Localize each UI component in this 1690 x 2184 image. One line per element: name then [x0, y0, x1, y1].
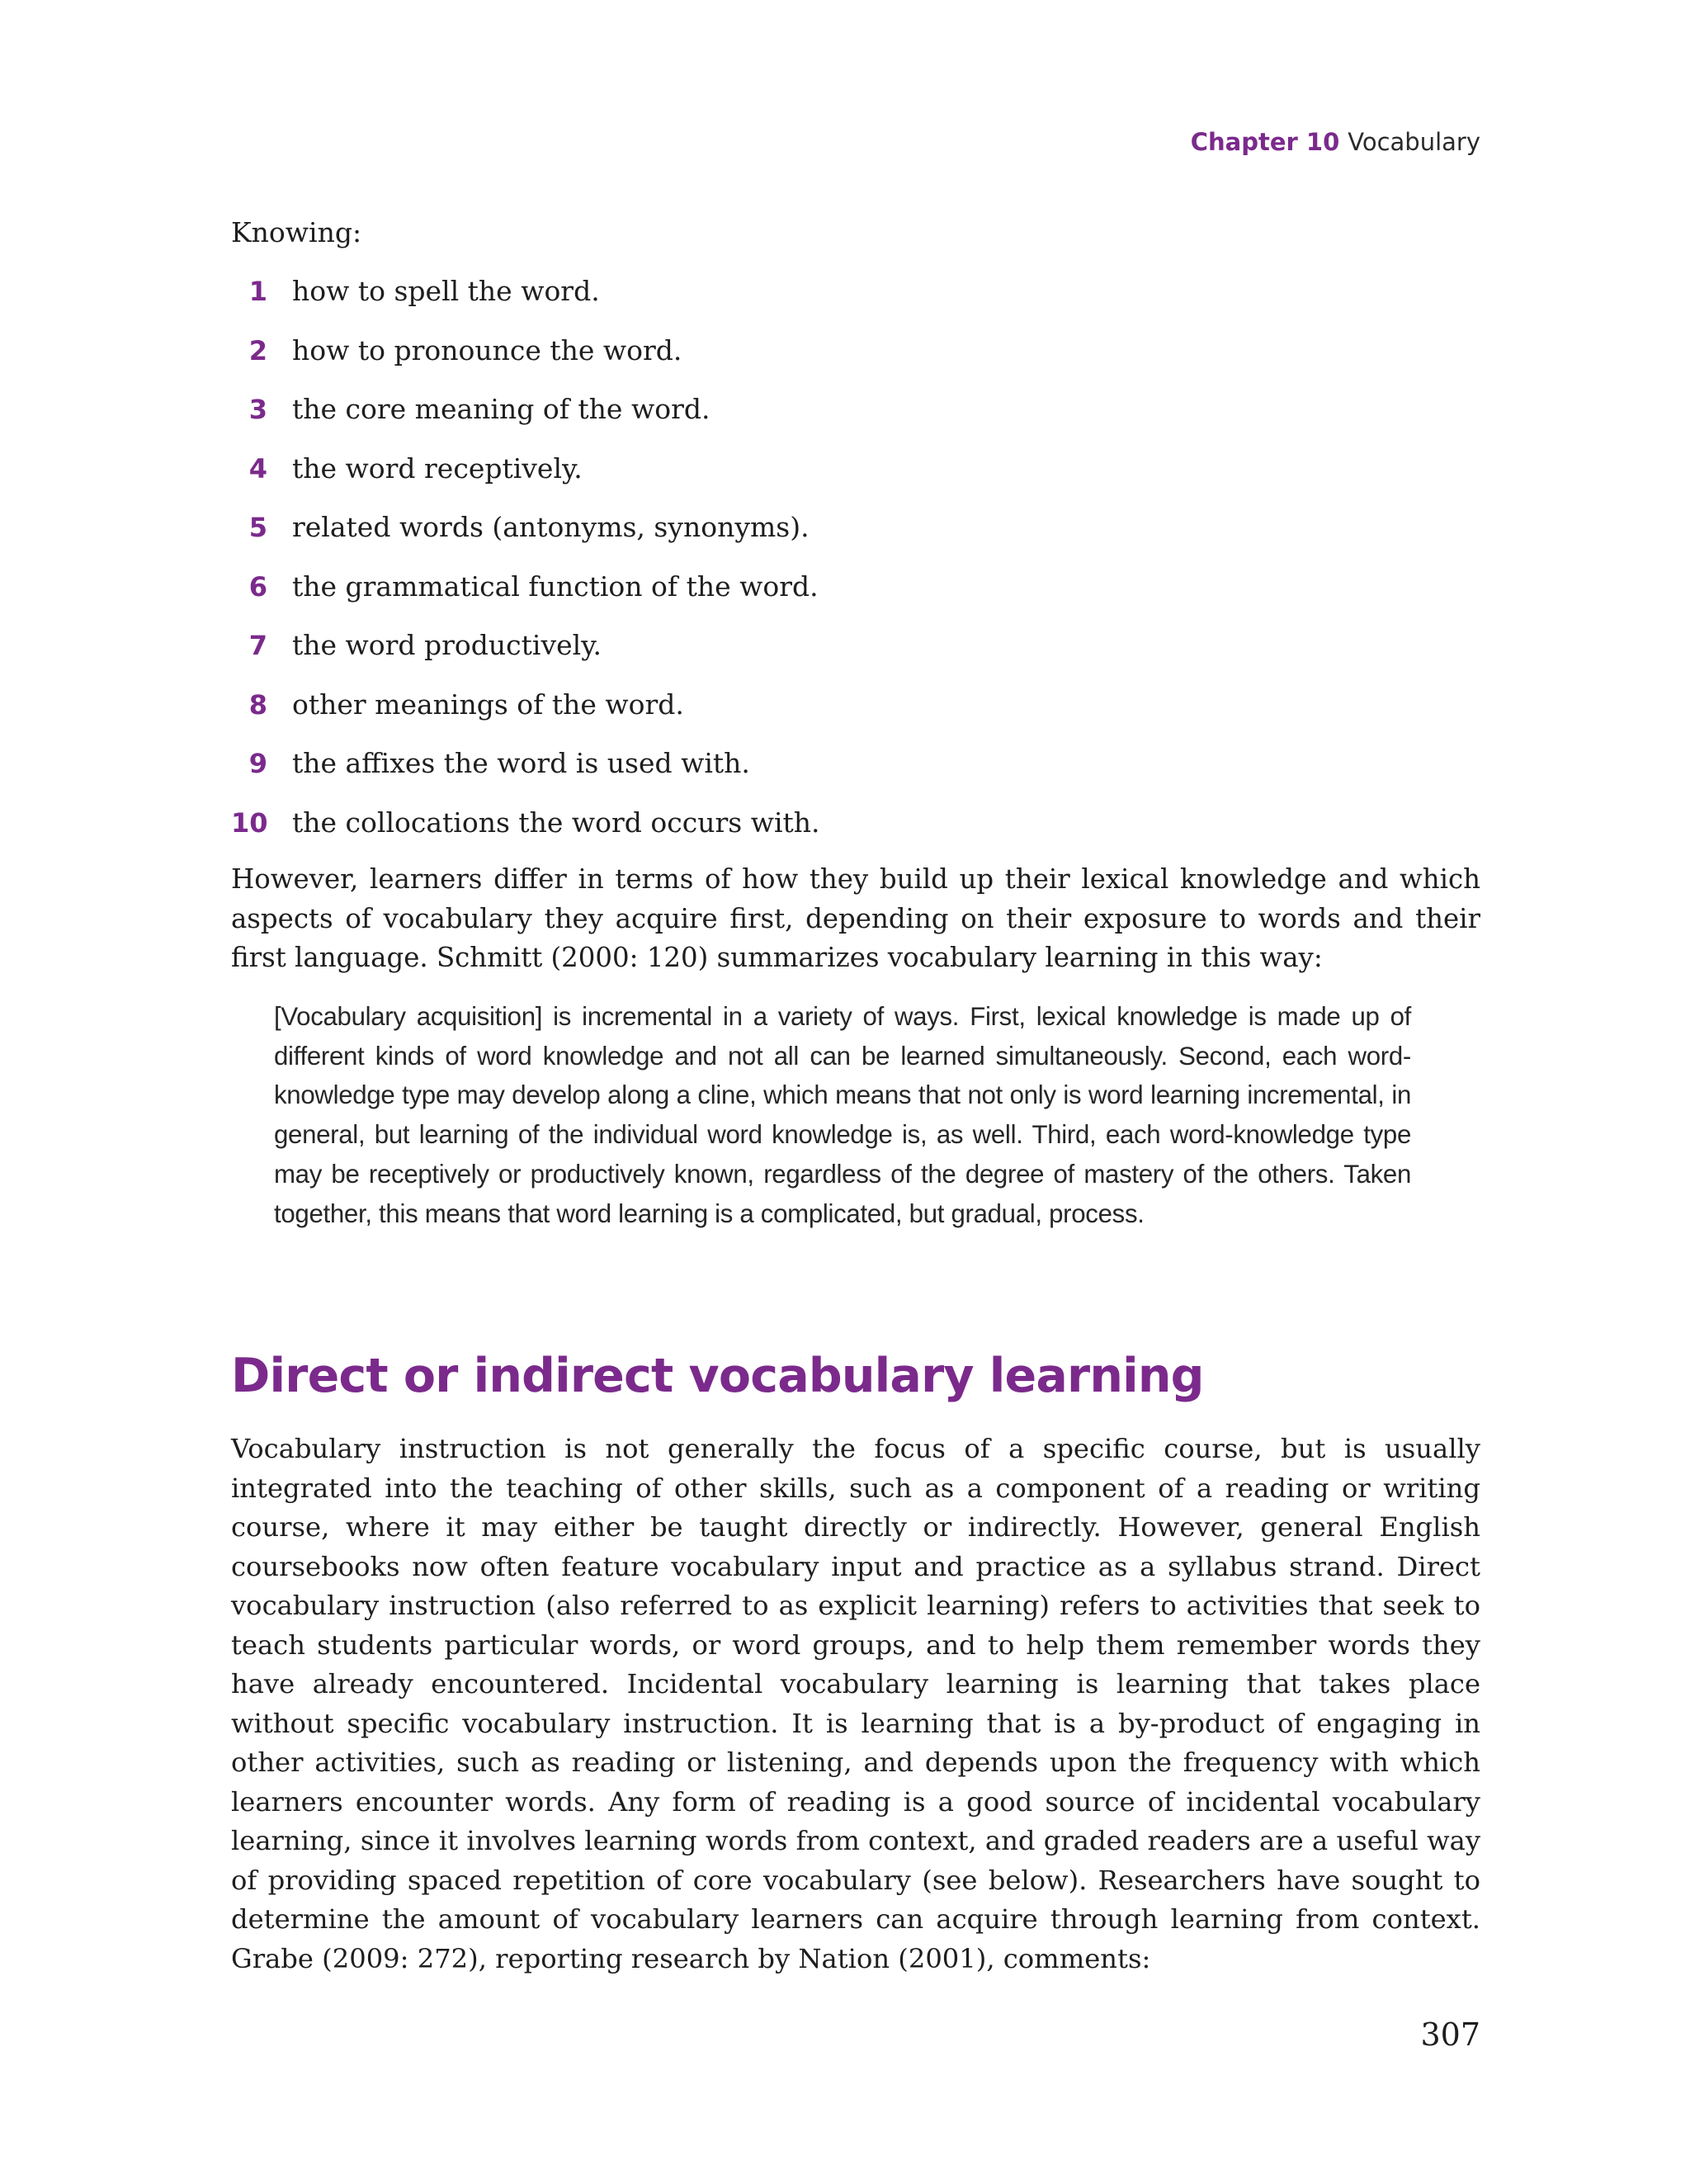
body-paragraph: However, learners differ in terms of how they build up their lexical knowledge and which aspects of vocabulary they acquire first, depending on their exposure to words and their first language. Schmitt (2000: 120) summarizes vocabulary learning in this way: [231, 863, 1480, 973]
list-item-text: the grammatical function of the word. [292, 570, 819, 603]
word-knowledge-list [231, 272, 820, 862]
list-item-text: the word productively. [292, 629, 602, 661]
page-number: 307 [1420, 2016, 1480, 2053]
list-lead-in: Knowing: [231, 216, 362, 248]
list-item [231, 508, 820, 567]
list-item-number: 1 [248, 276, 267, 307]
section-heading: Direct or indirect vocabulary learning [231, 1349, 1204, 1403]
list-item-text: the collocations the word occurs with. [292, 806, 820, 839]
list-item-text: how to spell the word. [292, 275, 600, 307]
list-item-number: 7 [248, 630, 267, 661]
list-item [231, 272, 820, 331]
list-item [231, 626, 820, 685]
list-item [231, 390, 820, 449]
block-quote: [Vocabulary acquisition] is incremental in a variety of ways. First, lexical knowledge is made up of different kinds of word knowledge and not all can be learned simultaneously. Second, each word-knowledge type may develop along a cline, which means that not only is word learning incremental, in general, but learning of the individual word knowledge is, as well. Third, each word-knowledge type may be receptively or productively known, regardless of the degree of mastery of the others. Taken together, this means that word learning is a complicated, but gradual, process. [274, 1002, 1411, 1228]
list-item-number: 6 [248, 570, 267, 603]
list-item-number: 8 [248, 688, 267, 721]
list-item [231, 685, 820, 745]
running-head-chapter: Chapter 10 [1190, 128, 1340, 156]
list-item-number: 2 [248, 334, 267, 366]
list-item-text: other meanings of the word. [292, 688, 684, 721]
body-paragraph: Vocabulary instruction is not generally the focus of a specific course, but is usually integrated into the teaching of other skills, such as a component of a reading or writing course, where it may either be taught directly or indirectly. However, general English coursebooks now often feature vocabulary input and practice as a syllabus strand. Direct vocabulary instruction (also referred to as explicit learning) refers to activities that seek to teach students particular words, or word groups, and to help them remember words they have already encountered. Incidental vocabulary learning is learning that takes place without specific vocabulary instruction. It is learning that is a by-product of engaging in other activities, such as reading or listening, and depends upon the frequency with which learners encounter words. Any form of reading is a good source of incidental vocabulary learning, since it involves learning words from context, and graded readers are a useful way of providing spaced repetition of core vocabulary (see below). Researchers have sought to determine the amount of vocabulary learners can acquire through learning from context. Grabe (2009: 272), reporting research by Nation (2001), comments: [231, 1433, 1480, 1974]
list-item-number: 5 [248, 512, 267, 543]
list-item-number: 10 [231, 806, 268, 839]
running-head [1191, 125, 1480, 158]
list-item [231, 803, 820, 863]
list-item-text: the affixes the word is used with. [292, 747, 750, 779]
list-item [231, 449, 820, 508]
list-item [231, 744, 820, 803]
list-item-number: 4 [248, 452, 267, 485]
list-item-text: how to pronounce the word. [292, 333, 682, 366]
list-item-number: 3 [248, 394, 267, 425]
list-item-number: 9 [248, 748, 267, 779]
list-item [231, 567, 820, 626]
list-item-text: the word receptively. [292, 451, 583, 485]
list-item [231, 331, 820, 390]
list-item-text: the core meaning of the word. [292, 393, 710, 425]
list-item-text: related words (antonyms, synonyms). [292, 511, 810, 543]
running-head-title: Vocabulary [1348, 128, 1480, 156]
